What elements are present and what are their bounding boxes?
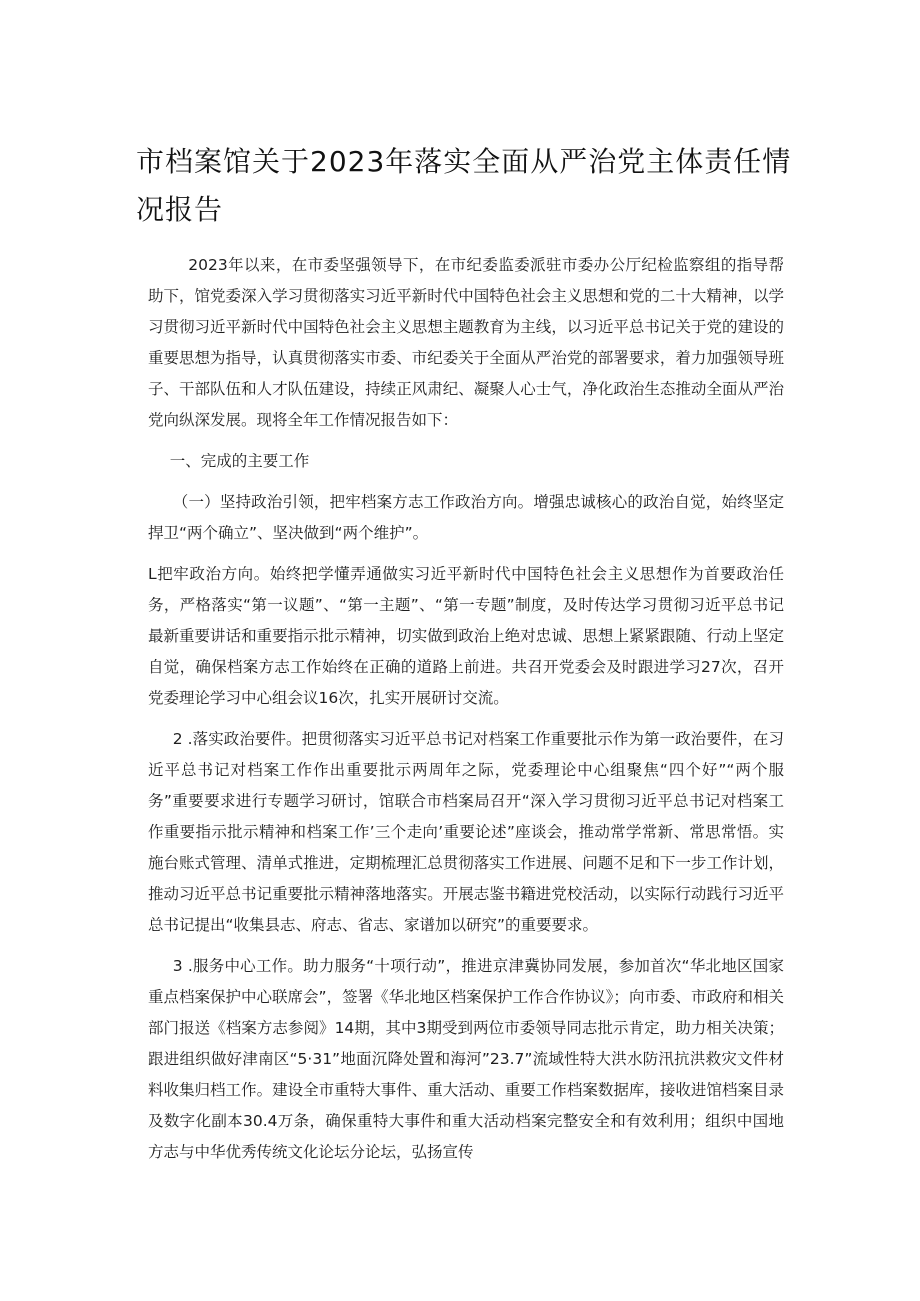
- intro-paragraph: 2023年以来，在市委坚强领导下，在市纪委监委派驻市委办公厅纪检监察组的指导帮助下，馆党委深入学习贯彻落实习近平新时代中国特色社会主义思想和党的二十大精神，以学习贯彻习近平新时代中国特色社会主义思想主题教育为主线，以习近平总书记关于党的建设的重要思想为指导，认真贯彻落实市委、市纪委关于全面从严治党的部署要求，着力加强领导班子、干部队伍和人才队伍建设，持续正风肃纪、凝聚人心士气，净化政治生态推动全面从严治党向纵深发展。现将全年工作情况报告如下：: [148, 256, 784, 429]
- item-1-paragraph: L把牢政治方向。始终把学懂弄通做实习近平新时代中国特色社会主义思想作为首要政治任务，严格落实“第一议题”、“第一主题”、“第一专题”制度，及时传达学习贯彻习近平总书记最新重要讲话和重要指示批示精神，切实做到政治上绝对忠诚、思想上紧紧跟随、行动上坚定自觉，确保档案方志工作始终在正确的道路上前进。共召开党委会及时跟进学习27次，召开党委理论学习中心组会议16次，扎实开展研讨交流。: [148, 565, 784, 707]
- document-title: 市档案馆关于2023年落实全面从严治党主体责任情况报告: [136, 145, 792, 226]
- item-3-paragraph: 3 .服务中心工作。助力服务“十项行动”，推进京津冀协同发展，参加首次“华北地区国家重点档案保护中心联席会”，签署《华北地区档案保护工作合作协议》；向市委、市政府和相关部门报送《档案方志参阅》14期，其中3期受到两位市委领导同志批示肯定，助力相关决策；跟进组织做好津南区“5·31”地面沉降处置和海河”23.7”流域性特大洪水防汛抗洪救灾文件材料收集归档工作。建设全市重特大事件、重大活动、重要工作档案数据库，接收进馆档案目录及数字化副本30.4万条，确保重特大事件和重大活动档案完整安全和有效利用；组织中国地方志与中华优秀传统文化论坛分论坛，弘扬宣传: [148, 957, 784, 1161]
- subsection-paragraph: （一）坚持政治引领，把牢档案方志工作政治方向。增强忠诚核心的政治自觉，始终坚定捍卫“两个确立”、坚决做到“两个维护”。: [148, 493, 784, 542]
- section-heading: 一、完成的主要工作: [169, 452, 310, 470]
- document-body: [148, 250, 784, 1178]
- item-2-paragraph: 2 .落实政治要件。把贯彻落实习近平总书记对档案工作重要批示作为第一政治要件，在习近平总书记对档案工作作出重要批示两周年之际，党委理论中心组聚焦“四个好”“两个服务”重要要求进行专题学习研讨，馆联合市档案局召开“深入学习贯彻习近平总书记对档案工作重要指示批示精神和档案工作’三个走向’重要论述”座谈会，推动常学常新、常思常悟。实施台账式管理、清单式推进，定期梳理汇总贯彻落实工作进展、问题不足和下一步工作计划，推动习近平总书记重要批示精神落地落实。开展志鉴书籍进党校活动，以实际行动践行习近平总书记提出“收集县志、府志、省志、家谱加以研究”的重要要求。: [148, 730, 784, 934]
